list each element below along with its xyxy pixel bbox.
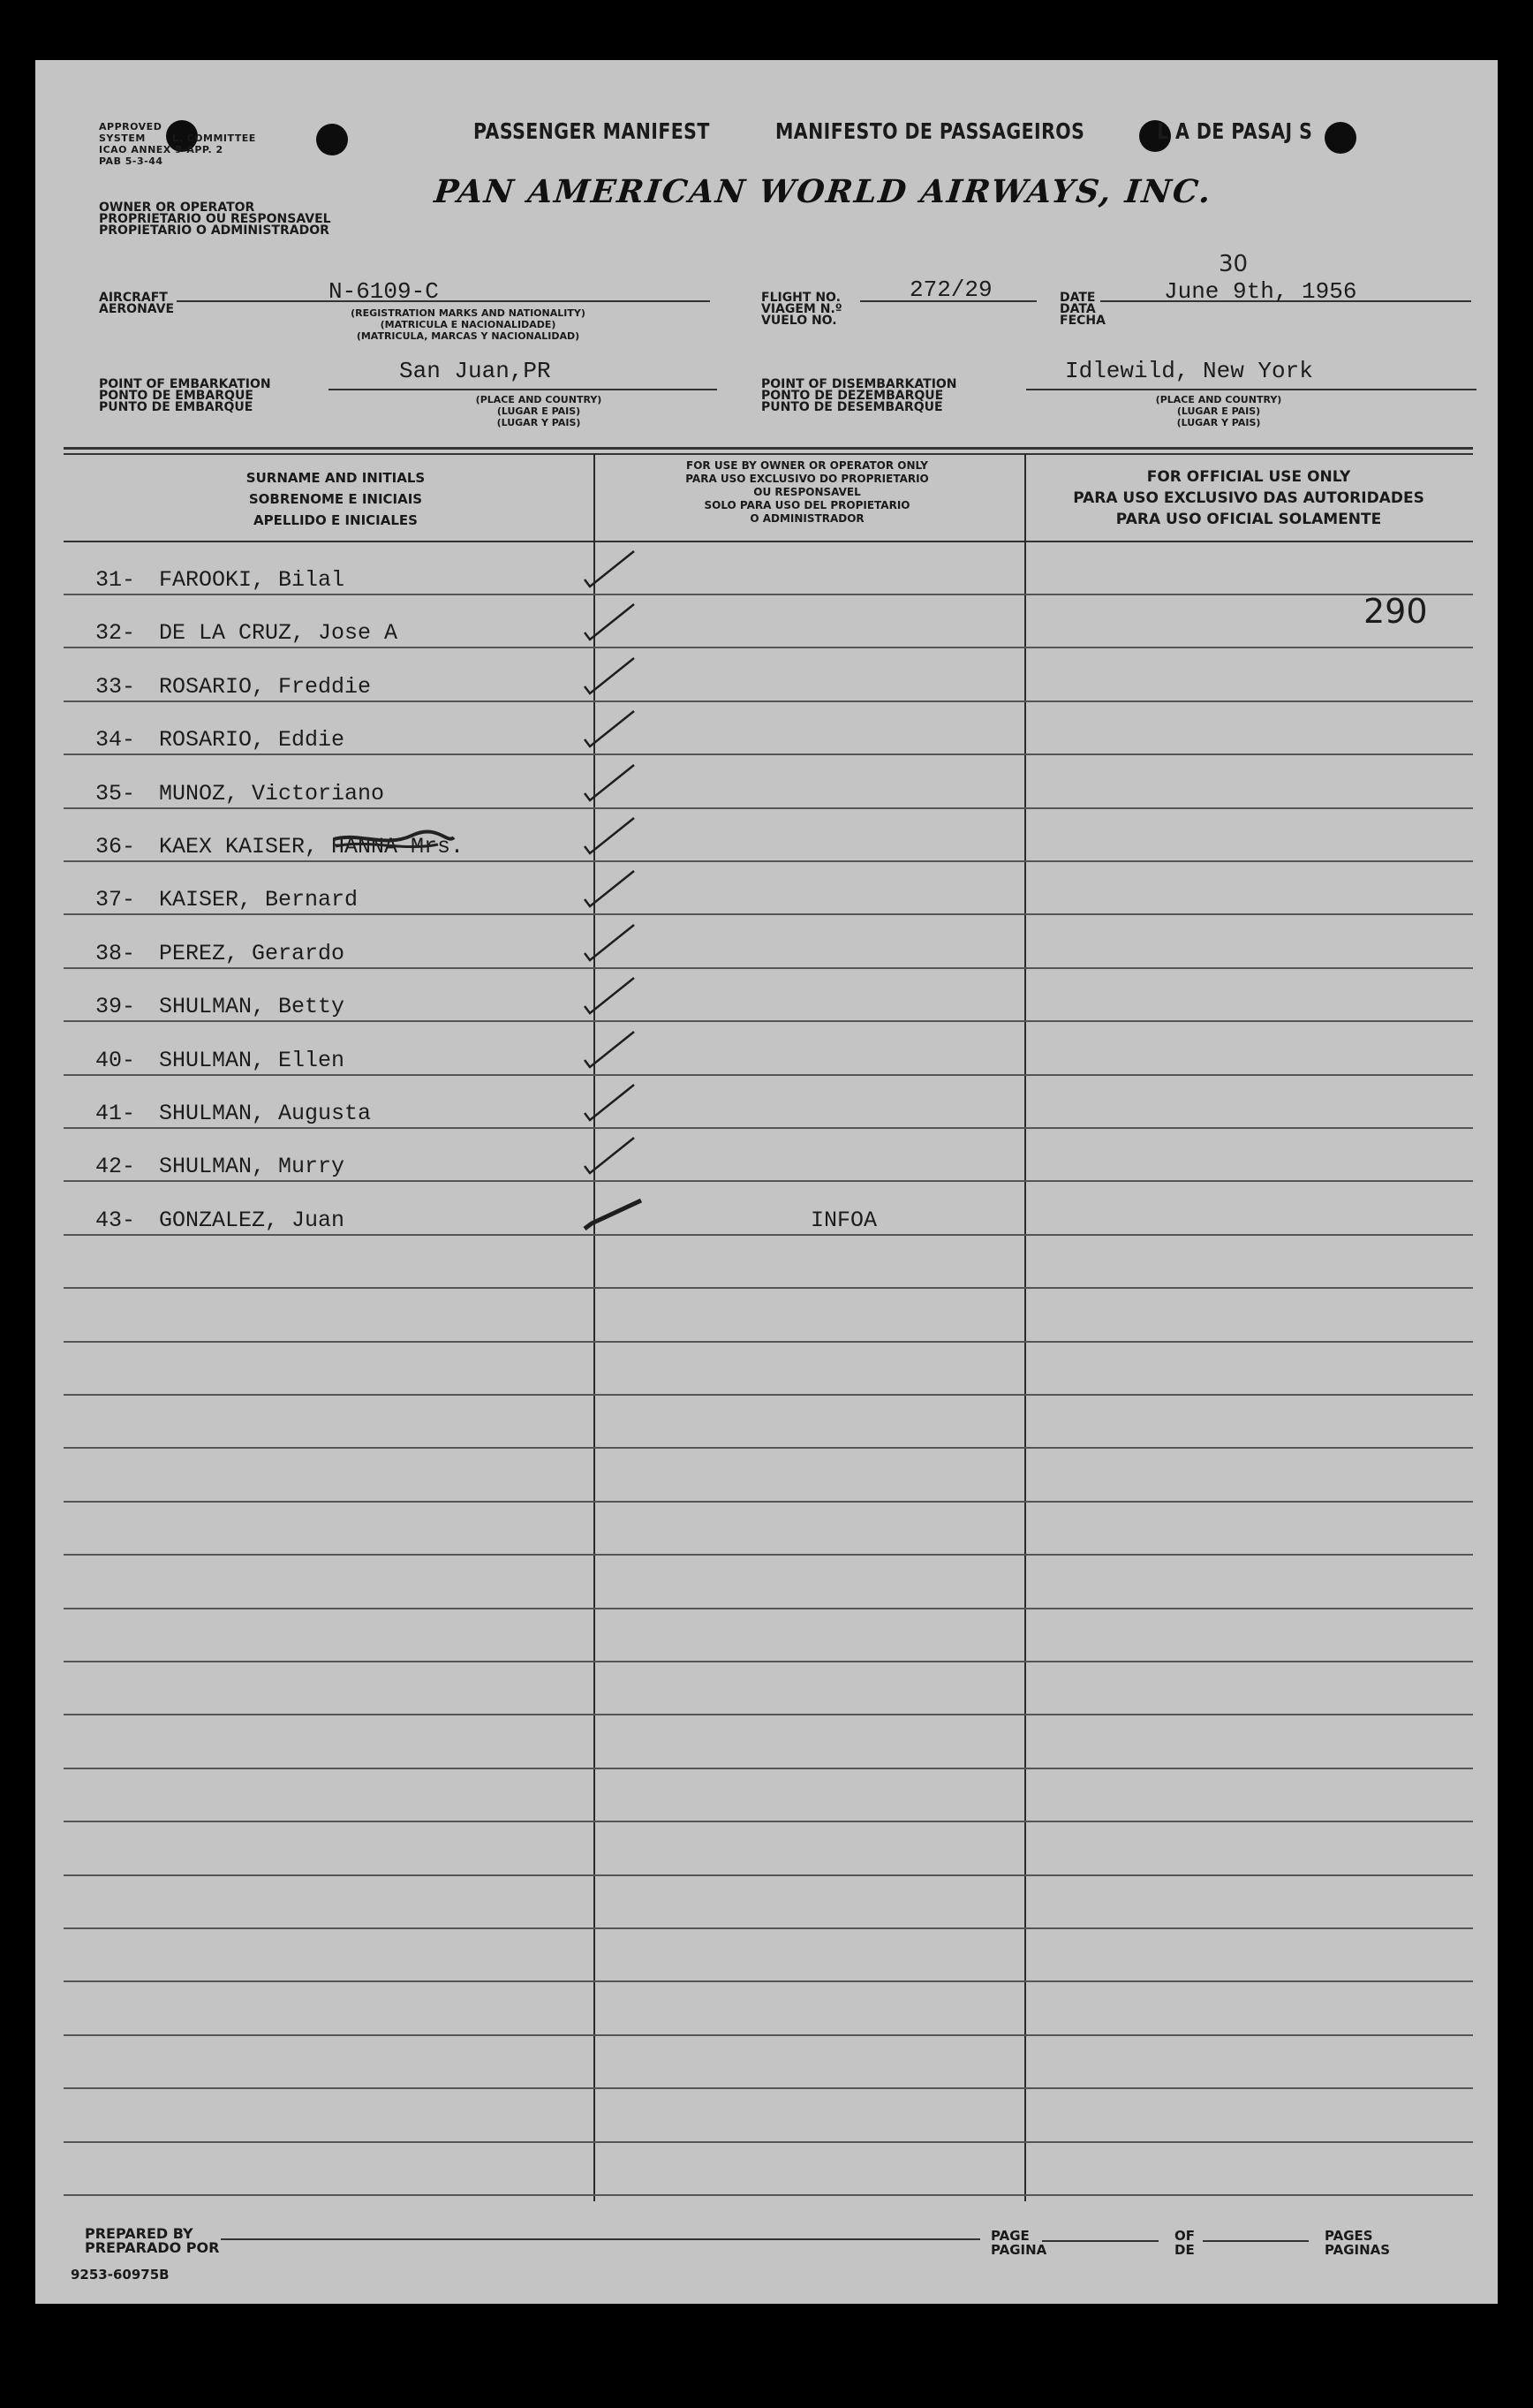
date-correction: 30 — [1219, 251, 1249, 277]
passenger-name: DE LA CRUZ, Jose A — [159, 620, 398, 646]
row-line — [64, 1874, 1473, 1876]
passenger-name: ROSARIO, Eddie — [159, 727, 345, 753]
col-header-official-3: PARA USO OFICIAL SOLAMENTE — [1115, 511, 1382, 528]
approval-line-3: ICAO ANNEX 9-APP. 2 — [99, 144, 223, 155]
pages-label-pt: PAGINAS — [1325, 2242, 1391, 2258]
row-line — [64, 2194, 1473, 2196]
check-mark-icon — [572, 921, 643, 974]
passenger-row — [95, 781, 384, 806]
disembarkation-underline — [1026, 389, 1476, 390]
col-header-owner-5: O ADMINISTRADOR — [750, 512, 865, 525]
owner-label-es: PROPIETARIO O ADMINISTRADOR — [99, 223, 329, 238]
col-header-owner-4: SOLO PARA USO DEL PROPIETARIO — [704, 499, 910, 511]
check-stroke — [585, 658, 634, 693]
row-line — [64, 1714, 1473, 1715]
passenger-row — [95, 620, 397, 646]
check-mark-icon — [572, 548, 643, 601]
check-mark-icon — [572, 1188, 643, 1241]
row-line — [64, 1927, 1473, 1929]
owner-label-pt: PROPRIETARIO OU RESPONSAVEL — [99, 212, 331, 226]
disembarkation-value: Idlewild, New York — [1065, 358, 1313, 384]
passenger-name: SHULMAN, Augusta — [159, 1101, 372, 1126]
passenger-row — [95, 887, 358, 912]
date-label-en: DATE — [1060, 291, 1096, 305]
of-label-pt: DE — [1174, 2242, 1195, 2258]
passenger-name: SHULMAN, Murry — [159, 1154, 345, 1179]
passenger-note: INFOA — [811, 1208, 878, 1233]
embarkation-value: San Juan,PR — [399, 358, 551, 384]
passenger-name: MUNOZ, Victoriano — [159, 781, 385, 806]
row-line — [64, 967, 1473, 969]
passenger-number: 42- — [95, 1154, 136, 1179]
row-line — [64, 1661, 1473, 1662]
passenger-number: 38- — [95, 941, 136, 966]
check-stroke — [585, 551, 634, 587]
check-mark-icon — [572, 814, 643, 867]
check-stroke — [585, 1200, 641, 1229]
passenger-row — [95, 674, 371, 700]
passenger-name: GONZALEZ, Juan — [159, 1208, 345, 1233]
manifest-sheet — [35, 60, 1498, 2304]
row-line — [64, 1394, 1473, 1396]
check-stroke — [585, 871, 634, 906]
check-mark-icon — [572, 708, 643, 761]
disembarkation-sub-2: (LUGAR E PAIS) — [1176, 405, 1261, 417]
prepared-by-label-en: PREPARED BY — [85, 2225, 193, 2242]
row-line — [64, 1287, 1473, 1289]
check-stroke — [585, 765, 634, 800]
approval-line-4: PAB 5-3-44 — [99, 155, 163, 167]
col-header-official-2: PARA USO EXCLUSIVO DAS AUTORIDADES — [1073, 489, 1424, 507]
check-mark-icon — [572, 761, 643, 814]
table-top-rule — [64, 447, 1473, 450]
row-line — [64, 913, 1473, 915]
embarkation-sub-3: (LUGAR Y PAIS) — [496, 417, 581, 428]
passenger-number: 39- — [95, 994, 136, 1019]
col-header-official-1: FOR OFFICIAL USE ONLY — [1146, 468, 1351, 486]
passenger-number: 31- — [95, 567, 136, 593]
row-line — [64, 2141, 1473, 2143]
passenger-row — [95, 1208, 344, 1233]
passenger-number: 33- — [95, 674, 136, 700]
row-line — [64, 1127, 1473, 1129]
row-line — [64, 1608, 1473, 1609]
pages-label-en: PAGES — [1325, 2228, 1373, 2244]
passenger-name: ROSARIO, Freddie — [159, 674, 372, 700]
embarkation-sub-1: (PLACE AND COUNTRY) — [475, 394, 602, 405]
check-stroke — [585, 978, 634, 1013]
row-line — [64, 1501, 1473, 1503]
check-mark-icon — [572, 1134, 643, 1187]
col-header-surname-en: SURNAME AND INITIALS — [245, 470, 426, 486]
date-label-pt: DATA — [1060, 302, 1096, 316]
title-manifesto-de-passageiros: MANIFESTO DE PASSAGEIROS — [775, 118, 1085, 144]
embarkation-label-en: POINT OF EMBARKATION — [99, 377, 271, 391]
approval-line-1: APPROVED — [99, 121, 162, 133]
row-line — [64, 1180, 1473, 1182]
of-underline — [1203, 2240, 1309, 2242]
disembarkation-label-pt: PONTO DE DEZEMBARQUE — [761, 389, 944, 403]
passenger-row — [95, 941, 344, 966]
aircraft-sub-1: (REGISTRATION MARKS AND NATIONALITY) — [351, 307, 585, 319]
row-line — [64, 1020, 1473, 1022]
passenger-row — [95, 1101, 371, 1126]
row-line — [64, 594, 1473, 595]
disembarkation-sub-1: (PLACE AND COUNTRY) — [1155, 394, 1282, 405]
embarkation-label-es: PUNTO DE EMBARQUE — [99, 400, 253, 414]
passenger-number: 40- — [95, 1048, 136, 1073]
passenger-number: 34- — [95, 727, 136, 753]
check-mark-icon — [572, 601, 643, 654]
disembarkation-label-es: PUNTO DE DESEMBARQUE — [761, 400, 943, 414]
check-mark-icon — [572, 655, 643, 708]
flight-label-es: VUELO NO. — [761, 314, 837, 328]
check-mark-icon — [572, 867, 643, 920]
passenger-number: 43- — [95, 1208, 136, 1233]
official-mark: 290 — [1363, 592, 1428, 631]
row-line — [64, 1234, 1473, 1236]
check-stroke — [585, 711, 634, 746]
col-header-surname-pt: SOBRENOME E INICIAIS — [248, 491, 423, 507]
passenger-name: SHULMAN, Ellen — [159, 1048, 345, 1073]
row-line — [64, 807, 1473, 809]
passenger-name: KAISER, Bernard — [159, 887, 359, 912]
embarkation-sub-2: (LUGAR E PAIS) — [496, 405, 581, 417]
passenger-row — [95, 567, 344, 593]
passenger-number: 35- — [95, 781, 136, 806]
company-name: PAN AMERICAN WORLD AIRWAYS, INC. — [432, 173, 1214, 210]
row-line — [64, 1554, 1473, 1556]
passenger-row — [95, 727, 344, 753]
date-value: June 9th, 1956 — [1164, 278, 1357, 305]
passenger-name: KAEX KAISER, HANNA Mrs. — [159, 834, 464, 859]
passenger-name: FAROOKI, Bilal — [159, 567, 345, 593]
title-lista-de-pasajeros: L A DE PASAJ S — [1157, 118, 1313, 144]
flight-label-pt: VIAGEM N.º — [761, 302, 842, 316]
passenger-number: 32- — [95, 620, 136, 646]
aircraft-sub-3: (MATRICULA, MARCAS Y NACIONALIDAD) — [356, 330, 580, 342]
row-line — [64, 647, 1473, 648]
col-header-owner-2: PARA USO EXCLUSIVO DO PROPRIETARIO — [685, 473, 929, 485]
handwritten-scribble — [332, 813, 456, 857]
flight-number: 272/29 — [910, 276, 993, 303]
check-stroke — [585, 1032, 634, 1067]
check-stroke — [585, 1138, 634, 1173]
passenger-number: 37- — [95, 887, 136, 912]
aircraft-underline — [177, 300, 710, 302]
check-mark-icon — [572, 1028, 643, 1081]
page-label-pt: PAGINA — [991, 2242, 1047, 2258]
row-line — [64, 1768, 1473, 1769]
prepared-by-underline — [221, 2238, 980, 2240]
row-line — [64, 1341, 1473, 1343]
check-stroke — [585, 604, 634, 640]
passenger-number: 41- — [95, 1101, 136, 1126]
check-mark-icon — [572, 974, 643, 1027]
page-label-en: PAGE — [991, 2228, 1030, 2244]
embarkation-label-pt: PONTO DE EMBARQUE — [99, 389, 253, 403]
check-mark-icon — [572, 1081, 643, 1134]
aircraft-label-en: AIRCRAFT — [99, 291, 168, 305]
passenger-number: 36- — [95, 834, 136, 859]
row-line — [64, 1074, 1473, 1076]
passenger-row — [95, 1154, 344, 1179]
aircraft-sub-2: (MATRICULA E NACIONALIDADE) — [380, 319, 556, 330]
check-stroke — [585, 925, 634, 960]
row-line — [64, 2034, 1473, 2036]
prepared-by-label-pt: PREPARADO POR — [85, 2239, 220, 2256]
check-stroke — [585, 818, 634, 853]
col-header-owner-1: FOR USE BY OWNER OR OPERATOR ONLY — [686, 459, 928, 472]
form-number: 9253-60975B — [71, 2267, 170, 2283]
row-line — [64, 753, 1473, 755]
punch-hole-mid-left — [316, 124, 348, 155]
passenger-name: SHULMAN, Betty — [159, 994, 345, 1019]
col-header-surname-es: APELLIDO E INICIALES — [253, 512, 418, 528]
passenger-name: PEREZ, Gerardo — [159, 941, 345, 966]
punch-hole-right — [1325, 122, 1356, 154]
approval-line-2: SYSTEM L. COMMITTEE — [99, 133, 256, 144]
disembarkation-sub-3: (LUGAR Y PAIS) — [1176, 417, 1261, 428]
date-label-es: FECHA — [1060, 314, 1106, 328]
disembarkation-label-en: POINT OF DISEMBARKATION — [761, 377, 957, 391]
of-label-en: OF — [1174, 2228, 1195, 2244]
row-line — [64, 1447, 1473, 1449]
row-line — [64, 860, 1473, 862]
page-underline — [1042, 2240, 1159, 2242]
flight-label-en: FLIGHT NO. — [761, 291, 841, 305]
col-header-owner-3: OU RESPONSAVEL — [753, 486, 861, 498]
row-line — [64, 700, 1473, 702]
aircraft-registration: N-6109-C — [328, 278, 439, 305]
aircraft-label-pt: AERONAVE — [99, 302, 175, 316]
check-stroke — [585, 1085, 634, 1120]
row-line — [64, 1980, 1473, 1982]
column-divider-2 — [1024, 454, 1026, 2201]
embarkation-underline — [328, 389, 717, 390]
table-top-rule-2 — [64, 453, 1473, 455]
passenger-row — [95, 994, 344, 1019]
owner-label-en: OWNER OR OPERATOR — [99, 201, 255, 215]
header-bottom-rule — [64, 541, 1473, 542]
row-line — [64, 2087, 1473, 2089]
row-line — [64, 1821, 1473, 1822]
title-passenger-manifest: PASSENGER MANIFEST — [473, 118, 710, 144]
passenger-row — [95, 1048, 344, 1073]
